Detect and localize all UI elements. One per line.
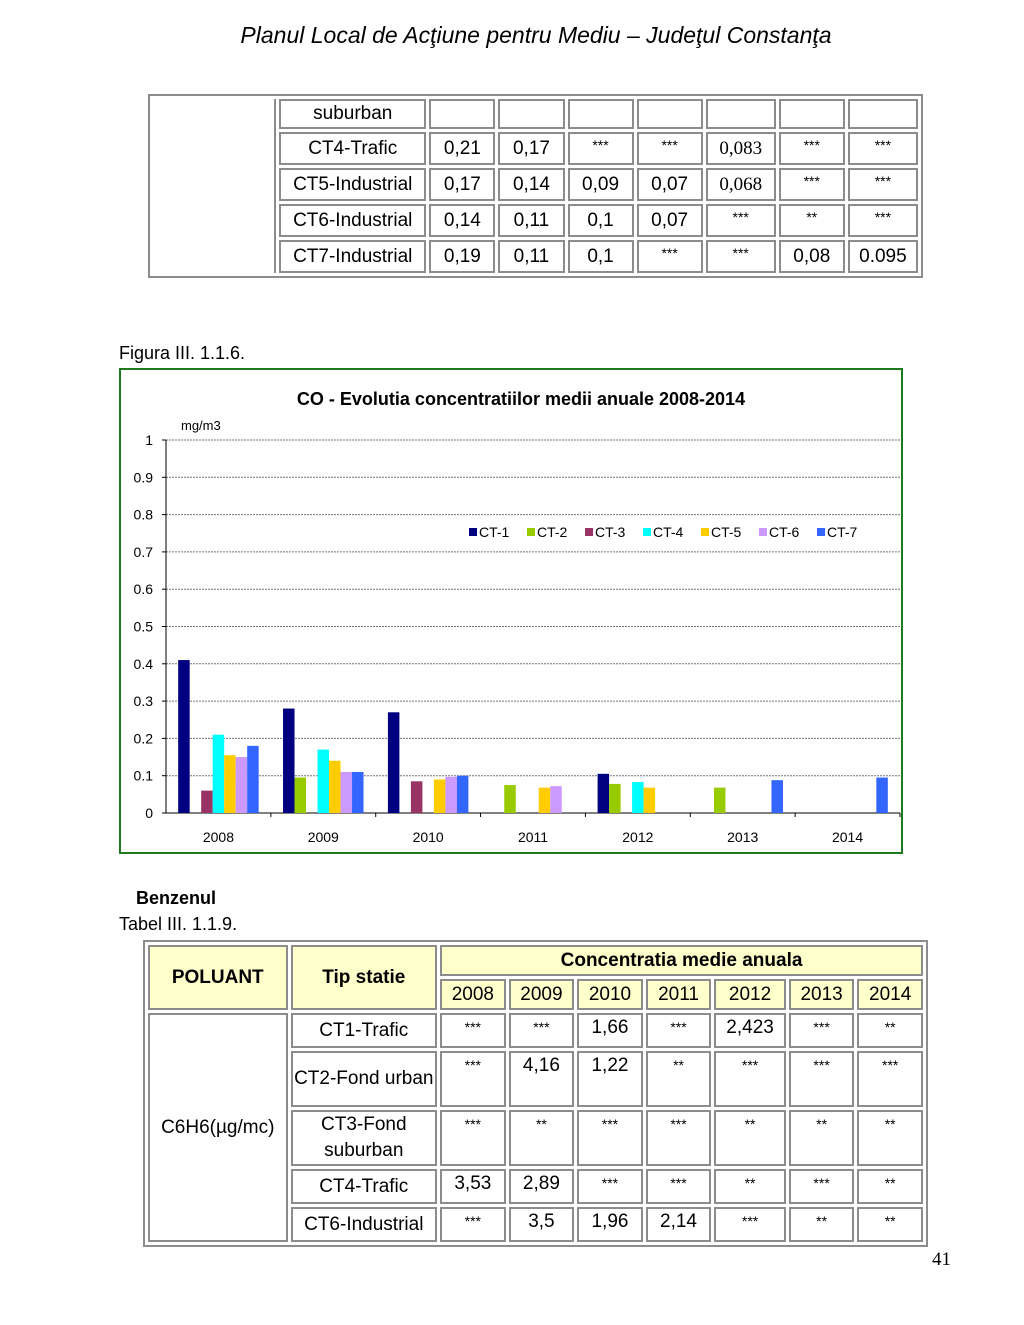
y-tick-label: 0.1 <box>133 767 153 784</box>
blank-cell <box>153 99 276 273</box>
x-tick-label: 2010 <box>412 829 444 845</box>
x-tick-label: 2011 <box>517 829 549 845</box>
y-tick-label: 0.4 <box>133 655 153 672</box>
legend-label-ct-1: CT-1 <box>479 524 510 540</box>
station-cell: CT7-Industrial <box>279 240 426 273</box>
value-cell: 0,09 <box>568 168 634 201</box>
bar-ct-6-2011 <box>550 786 562 813</box>
legend-swatch-ct-3 <box>585 528 593 536</box>
co-table-continued <box>148 94 923 278</box>
page-header: Planul Local de Acţiune pentru Mediu – Judeţul Constanţa <box>240 22 832 48</box>
value-cell: *** <box>779 168 845 201</box>
value-cell <box>568 99 634 129</box>
value-cell: ** <box>857 1207 923 1242</box>
legend-swatch-ct-2 <box>527 528 535 536</box>
value-cell: *** <box>509 1013 575 1048</box>
pollutant-header: POLUANT <box>148 945 288 1010</box>
value-cell: *** <box>857 1051 923 1107</box>
year-header: 2013 <box>789 979 855 1010</box>
value-cell: 0,068 <box>706 168 776 201</box>
chart-title: CO - Evolutia concentratiilor medii anuale 2008-2014 <box>296 389 746 409</box>
legend-swatch-ct-1 <box>469 528 477 536</box>
y-tick-label: 1 <box>145 432 153 448</box>
value-cell: *** <box>440 1051 506 1107</box>
legend-label-ct-5: CT-5 <box>711 524 742 540</box>
bar-ct-5-2008 <box>224 755 236 813</box>
value-cell: *** <box>848 168 918 201</box>
bar-ct-7-2013 <box>771 780 783 813</box>
value-cell: ** <box>779 204 845 237</box>
x-tick-label: 2012 <box>622 829 654 845</box>
benzene-table <box>143 940 928 1247</box>
legend-label-ct-2: CT-2 <box>537 524 568 540</box>
station-cell: suburban <box>279 99 426 129</box>
table-row <box>148 1013 923 1048</box>
value-cell: 0,11 <box>498 204 564 237</box>
value-cell <box>848 99 918 129</box>
legend-swatch-ct-6 <box>759 528 767 536</box>
bar-ct-3-2008 <box>201 791 213 813</box>
value-cell <box>429 99 495 129</box>
value-cell: ** <box>714 1169 786 1204</box>
bar-ct-3-2010 <box>411 781 423 813</box>
bar-ct-7-2014 <box>876 778 888 813</box>
value-cell <box>498 99 564 129</box>
legend-label-ct-3: CT-3 <box>595 524 626 540</box>
bar-ct-4-2008 <box>213 735 225 813</box>
value-cell: ** <box>789 1207 855 1242</box>
value-cell <box>637 99 703 129</box>
table-label: Tabel III. 1.1.9. <box>119 914 238 934</box>
station-cell: CT2-Fond urban <box>291 1051 438 1107</box>
bar-ct-7-2008 <box>247 746 259 813</box>
y-tick-label: 0.3 <box>133 693 153 710</box>
y-tick-label: 0.7 <box>133 543 153 560</box>
bar-ct-2-2011 <box>504 785 516 813</box>
value-cell: *** <box>848 132 918 165</box>
year-header: 2014 <box>857 979 923 1010</box>
year-header: 2010 <box>577 979 643 1010</box>
year-header: 2011 <box>646 979 712 1010</box>
value-cell: 0,17 <box>429 168 495 201</box>
value-cell: *** <box>568 132 634 165</box>
value-cell: ** <box>646 1051 712 1107</box>
header-row <box>148 945 923 976</box>
value-cell: 0,1 <box>568 240 634 273</box>
value-cell: 0,19 <box>429 240 495 273</box>
value-cell: ** <box>857 1110 923 1166</box>
value-cell <box>706 99 776 129</box>
bar-ct-1-2008 <box>178 660 190 813</box>
bar-ct-6-2010 <box>445 777 457 813</box>
page-number: 41 <box>932 1249 951 1270</box>
value-cell: *** <box>789 1169 855 1204</box>
y-tick-label: 0.5 <box>133 618 153 635</box>
value-cell: *** <box>440 1207 506 1242</box>
value-cell <box>779 99 845 129</box>
value-cell: *** <box>714 1051 786 1107</box>
value-cell: ** <box>789 1110 855 1166</box>
value-cell: *** <box>714 1207 786 1242</box>
value-cell: 0,14 <box>429 204 495 237</box>
bar-ct-1-2009 <box>283 709 295 813</box>
value-cell: 1,22 <box>577 1051 643 1107</box>
value-cell: ** <box>714 1110 786 1166</box>
y-tick-label: 0.6 <box>133 581 153 598</box>
value-cell: *** <box>440 1013 506 1048</box>
bar-ct-4-2009 <box>318 750 330 813</box>
value-cell: *** <box>646 1110 712 1166</box>
x-tick-label: 2014 <box>831 829 864 845</box>
table-row <box>153 99 918 129</box>
value-cell: 0,083 <box>706 132 776 165</box>
bar-ct-5-2012 <box>644 788 656 813</box>
bar-ct-2-2013 <box>714 788 726 813</box>
value-cell: 0,07 <box>637 204 703 237</box>
x-tick-label: 2013 <box>727 829 759 845</box>
y-axis-label: mg/m3 <box>181 418 221 433</box>
value-cell: 0,11 <box>498 240 564 273</box>
bar-ct-1-2010 <box>388 712 400 813</box>
value-cell: *** <box>646 1169 712 1204</box>
x-tick-label: 2009 <box>307 829 339 845</box>
year-header: 2008 <box>440 979 506 1010</box>
value-cell: 2,423 <box>714 1013 786 1048</box>
station-cell: CT1-Trafic <box>291 1013 438 1048</box>
value-cell: 3,53 <box>440 1169 506 1204</box>
year-header: 2012 <box>714 979 786 1010</box>
bar-ct-7-2009 <box>352 772 364 813</box>
value-cell: *** <box>637 240 703 273</box>
value-cell: *** <box>789 1051 855 1107</box>
year-header: 2009 <box>509 979 575 1010</box>
value-cell: *** <box>706 204 776 237</box>
value-cell: 2,14 <box>646 1207 712 1242</box>
y-tick-label: 0 <box>145 805 153 821</box>
value-cell: 0,07 <box>637 168 703 201</box>
value-cell: ** <box>857 1013 923 1048</box>
legend-swatch-ct-7 <box>817 528 825 536</box>
value-cell: *** <box>646 1013 712 1048</box>
bar-ct-4-2012 <box>632 782 644 813</box>
pollutant-cell: C6H6(µg/mc) <box>148 1013 288 1242</box>
bar-ct-5-2010 <box>434 779 446 813</box>
value-cell: *** <box>779 132 845 165</box>
legend-label-ct-7: CT-7 <box>827 524 858 540</box>
bar-ct-5-2011 <box>539 788 551 813</box>
y-tick-label: 0.8 <box>133 506 153 523</box>
value-cell: 4,16 <box>509 1051 575 1107</box>
value-cell: *** <box>706 240 776 273</box>
station-header: Tip statie <box>291 945 438 1010</box>
concentration-header: Concentratia medie anuala <box>440 945 923 976</box>
value-cell: ** <box>509 1110 575 1166</box>
value-cell: 2,89 <box>509 1169 575 1204</box>
bar-ct-7-2010 <box>457 776 469 813</box>
legend-label-ct-4: CT-4 <box>653 524 684 540</box>
value-cell: *** <box>440 1110 506 1166</box>
value-cell: *** <box>577 1110 643 1166</box>
value-cell: 0.095 <box>848 240 918 273</box>
bar-ct-5-2009 <box>329 761 341 813</box>
bar-ct-2-2009 <box>295 778 307 813</box>
value-cell: *** <box>577 1169 643 1204</box>
legend-swatch-ct-4 <box>643 528 651 536</box>
co-bar-chart <box>121 370 901 852</box>
value-cell: 1,96 <box>577 1207 643 1242</box>
y-tick-label: 0.9 <box>133 469 153 486</box>
station-cell: CT6-Industrial <box>291 1207 438 1242</box>
station-cell: CT3-Fond suburban <box>291 1110 438 1166</box>
section-title: Benzenul <box>136 888 217 908</box>
figure-label: Figura III. 1.1.6. <box>119 343 246 363</box>
station-cell: CT4-Trafic <box>291 1169 438 1204</box>
legend-label-ct-6: CT-6 <box>769 524 800 540</box>
bar-ct-6-2009 <box>341 772 353 813</box>
value-cell: *** <box>637 132 703 165</box>
legend-swatch-ct-5 <box>701 528 709 536</box>
value-cell: 0,17 <box>498 132 564 165</box>
value-cell: *** <box>848 204 918 237</box>
bar-ct-6-2008 <box>236 757 248 813</box>
value-cell: 1,66 <box>577 1013 643 1048</box>
chart-frame <box>119 368 903 854</box>
value-cell: 0,1 <box>568 204 634 237</box>
y-tick-label: 0.2 <box>133 730 153 747</box>
value-cell: 0,14 <box>498 168 564 201</box>
value-cell: 0,08 <box>779 240 845 273</box>
station-cell: CT4-Trafic <box>279 132 426 165</box>
bar-ct-1-2012 <box>598 774 610 813</box>
x-tick-label: 2008 <box>202 829 235 845</box>
value-cell: 3,5 <box>509 1207 575 1242</box>
value-cell: 0,21 <box>429 132 495 165</box>
station-cell: CT5-Industrial <box>279 168 426 201</box>
station-cell: CT6-Industrial <box>279 204 426 237</box>
value-cell: *** <box>789 1013 855 1048</box>
value-cell: ** <box>857 1169 923 1204</box>
bar-ct-2-2012 <box>609 784 621 813</box>
